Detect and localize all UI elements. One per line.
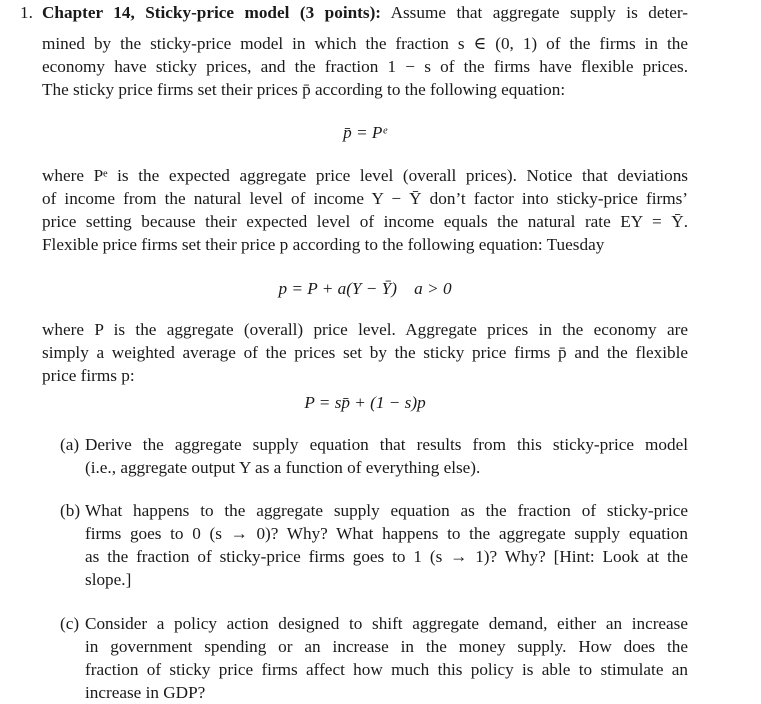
- part-b-line-3: as the fraction of sticky-price firms goes to 1 (s → 1)? Why? [Hint: Look at the: [85, 547, 688, 566]
- part-c-line-1: Consider a policy action designed to shift aggregate demand, either an increase: [85, 614, 688, 633]
- problem-number: 1.: [20, 3, 33, 22]
- part-b-line-4: slope.]: [85, 570, 132, 589]
- para3-line-2: simply a weighted average of the prices set by the sticky price firms p̄ and the flexible: [42, 343, 688, 362]
- para2-line-1: where Pᵉ is the expected aggregate price level (overall prices). Notice that deviations: [42, 166, 688, 185]
- para2-line-4: Flexible price firms set their price p according to the following equation: Tuesday: [42, 235, 605, 254]
- part-c-line-3: fraction of sticky price firms affect how much this policy is able to stimulate an: [85, 660, 688, 679]
- part-b-line-2: firms goes to 0 (s → 0)? Why? What happens to the aggregate supply equation: [85, 524, 688, 543]
- problem-title: Chapter 14, Sticky-price model (3 points):: [42, 3, 382, 22]
- intro-line-1: [42, 2, 688, 24]
- part-a-line-1: Derive the aggregate supply equation that results from this sticky-price model: [85, 435, 688, 454]
- para2-line-2: of income from the natural level of income Y − Ȳ don’t factor into sticky-price firms’: [42, 189, 688, 208]
- intro-line-4: The sticky price firms set their prices p̄ according to the following equation:: [42, 80, 566, 99]
- part-c-label: (c): [60, 614, 80, 633]
- equation-flexible-price: p = P + a(Y − Ȳ) a > 0: [278, 279, 452, 298]
- part-c-line-4: increase in GDP?: [85, 683, 206, 702]
- part-b-label: (b): [60, 501, 81, 520]
- intro-line-2: mined by the sticky-price model in which the fraction s ∈ (0, 1) of the firms in the: [42, 34, 688, 53]
- part-a-line-2: (i.e., aggregate output Y as a function of everything else).: [85, 458, 481, 477]
- equation-aggregate-price: P = sp̄ + (1 − s)p: [304, 393, 426, 412]
- para2-line-3: price setting because their expected level of income equals the natural rate EY = Ȳ.: [42, 212, 688, 231]
- para3-line-3: price firms p:: [42, 366, 135, 385]
- equation-sticky-price: p̄ = Pᵉ: [343, 123, 387, 142]
- part-b-line-1: What happens to the aggregate supply equation as the fraction of sticky-price: [85, 501, 688, 520]
- intro-text-1: Assume that aggregate supply is deter-: [390, 3, 688, 22]
- para3-line-1: where P is the aggregate (overall) price level. Aggregate prices in the economy are: [42, 320, 688, 339]
- part-c-line-2: in government spending or an increase in the money supply. How does the: [85, 637, 688, 656]
- part-a-label: (a): [60, 435, 80, 454]
- intro-line-3: economy have sticky prices, and the fraction 1 − s of the firms have flexible prices.: [42, 57, 688, 76]
